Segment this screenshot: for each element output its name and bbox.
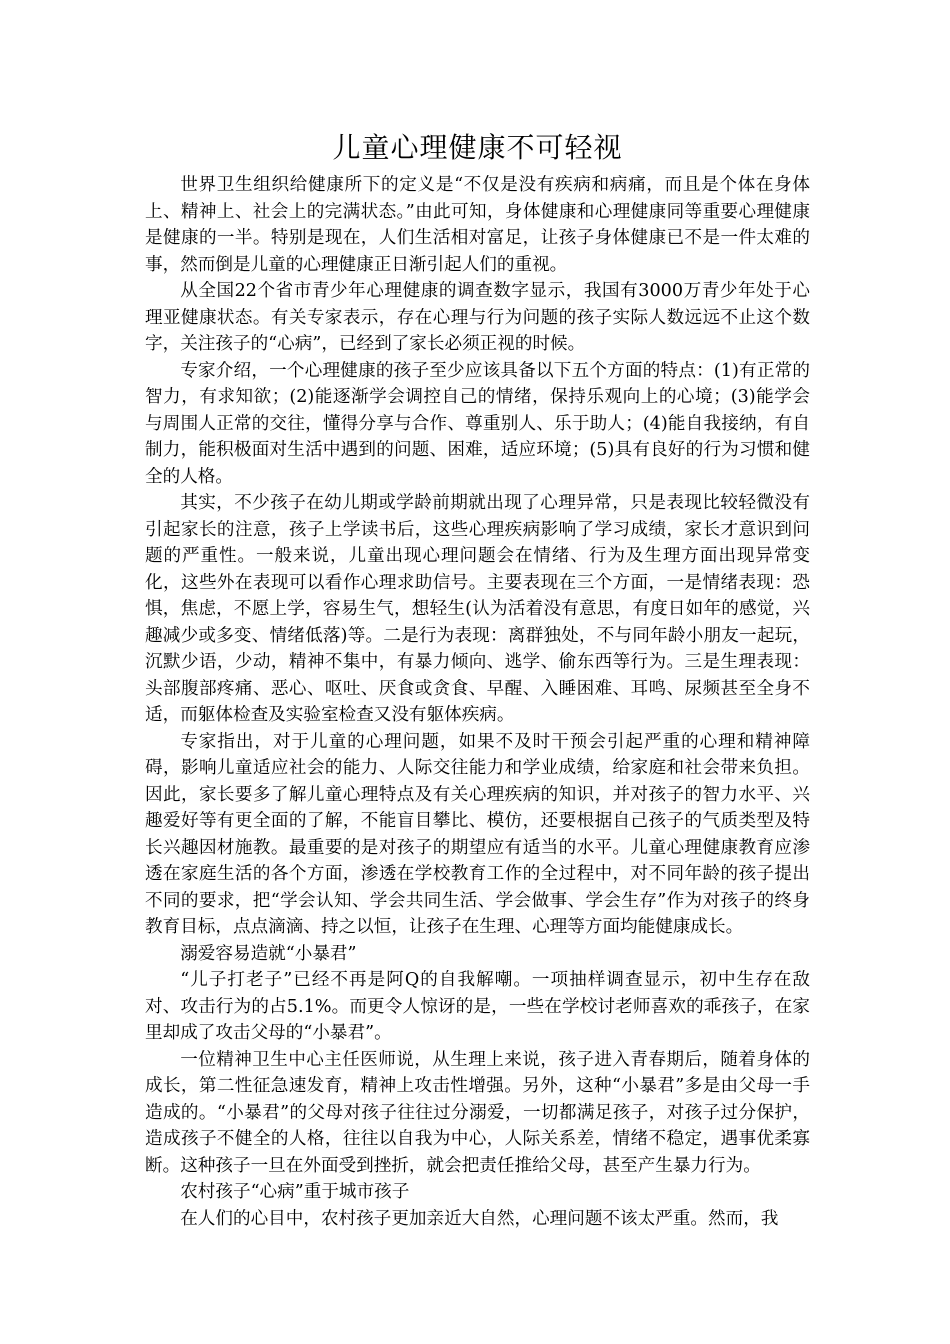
paragraph-symptoms: 其实，不少孩子在幼儿期或学龄前期就出现了心理异常，只是表现比较轻微没有引起家长的注意，孩子上学读书后，这些心理疾病影响了学习成绩，家长才意识到问题的严重性。一般来说，儿童出现心理问题会在情绪、行为及生理方面出现异常变化，这些外在表现可以看作心理求助信号。主要表现在三个方面，一是情绪表现：恐惧，焦虑，不愿上学，容易生气，想轻生(认为活着没有意思，有度日如年的感觉，兴趣减少或多变、情绪低落)等。二是行为表现：离群独处，不与同年龄小朋友一起玩，沉默少语，少动，精神不集中，有暴力倾向、逃学、偷东西等行为。三是生理表现：头部腹部疼痛、恶心、呕吐、厌食或贪食、早醒、入睡困难、耳鸣、尿频甚至全身不适，而躯体检查及实验室检查又没有躯体疾病。: [145, 493, 810, 725]
paragraph-who-definition: 世界卫生组织给健康所下的定义是“不仅是没有疾病和病痛，而且是个体在身体上、精神上、社会上的完满状态。”由此可知，身体健康和心理健康同等重要心理健康是健康的一半。特别是现在，人们生活相对富足，让孩子身体健康已不是一件太难的事，然而倒是儿童的心理健康正日渐引起人们的重视。: [145, 175, 810, 275]
section-heading-little-tyrant: 溺爱容易造就“小暴君”: [180, 943, 357, 964]
paragraph-rural-intro: 在人们的心目中，农村孩子更加亲近大自然，心理问题不该太严重。然而，我: [180, 1208, 779, 1229]
document-title: 儿童心理健康不可轻视: [332, 131, 623, 164]
paragraph-five-traits: 专家介绍，一个心理健康的孩子至少应该具备以下五个方面的特点：(1)有正常的智力，有求知欲；(2)能逐渐学会调控自己的情绪，保持乐观向上的心境；(3)能学会与周围人正常的交往，懂得分享与合作、尊重别人、乐于助人；(4)能自我接纳，有自制力，能积极面对生活中遇到的问题、困难，适应环境；(5)具有良好的行为习惯和健全的人格。: [145, 360, 810, 487]
section-heading-rural-children: 农村孩子“心病”重于城市孩子: [180, 1182, 410, 1202]
paragraph-son-hits-father: “儿子打老子”已经不再是阿Q的自我解嘲。一项抽样调查显示，初中生存在敌对、攻击行为的占5.1%。而更令人惊讶的是，一些在学校讨老师喜欢的乖孩子，在家里却成了攻击父母的“小暴君”。: [145, 970, 810, 1043]
paragraph-survey-data: 从全国22个省市青少年心理健康的调查数字显示，我国有3000万青少年处于心理亚健康状态。有关专家表示，存在心理与行为问题的孩子实际人数远远不止这个数字，关注孩子的“心病”，已经到了家长必须正视的时候。: [145, 281, 810, 354]
paragraph-expert-advice: 专家指出，对于儿童的心理问题，如果不及时干预会引起严重的心理和精神障碍，影响儿童适应社会的能力、人际交往能力和学业成绩，给家庭和社会带来负担。因此，家长要多了解儿童心理特点及有关心理疾病的知识，并对孩子的智力水平、兴趣爱好等有更全面的了解，不能盲目攀比、模仿，还要根据自己孩子的气质类型及特长兴趣因材施教。最重要的是对孩子的期望应有适当的水平。儿童心理健康教育应渗透在家庭生活的各个方面，渗透在学校教育工作的全过程中，对不同年龄的孩子提出不同的要求，把“学会认知、学会共同生活、学会做事、学会生存”作为对孩子的终身教育目标，点点滴滴、持之以恒，让孩子在生理、心理等方面均能健康成长。: [145, 731, 810, 937]
document-page: [145, 128, 810, 1232]
paragraph-doctor-view: 一位精神卫生中心主任医师说，从生理上来说，孩子进入青春期后，随着身体的成长，第二性征急速发育，精神上攻击性增强。另外，这种“小暴君”多是由父母一手造成的。“小暴君”的父母对孩子往往过分溺爱，一切都满足孩子，对孩子过分保护，造成孩子不健全的人格，往往以自我为中心，人际关系差，情绪不稳定，遇事优柔寡断。这种孩子一旦在外面受到挫折，就会把责任推给父母，甚至产生暴力行为。: [145, 1049, 810, 1176]
